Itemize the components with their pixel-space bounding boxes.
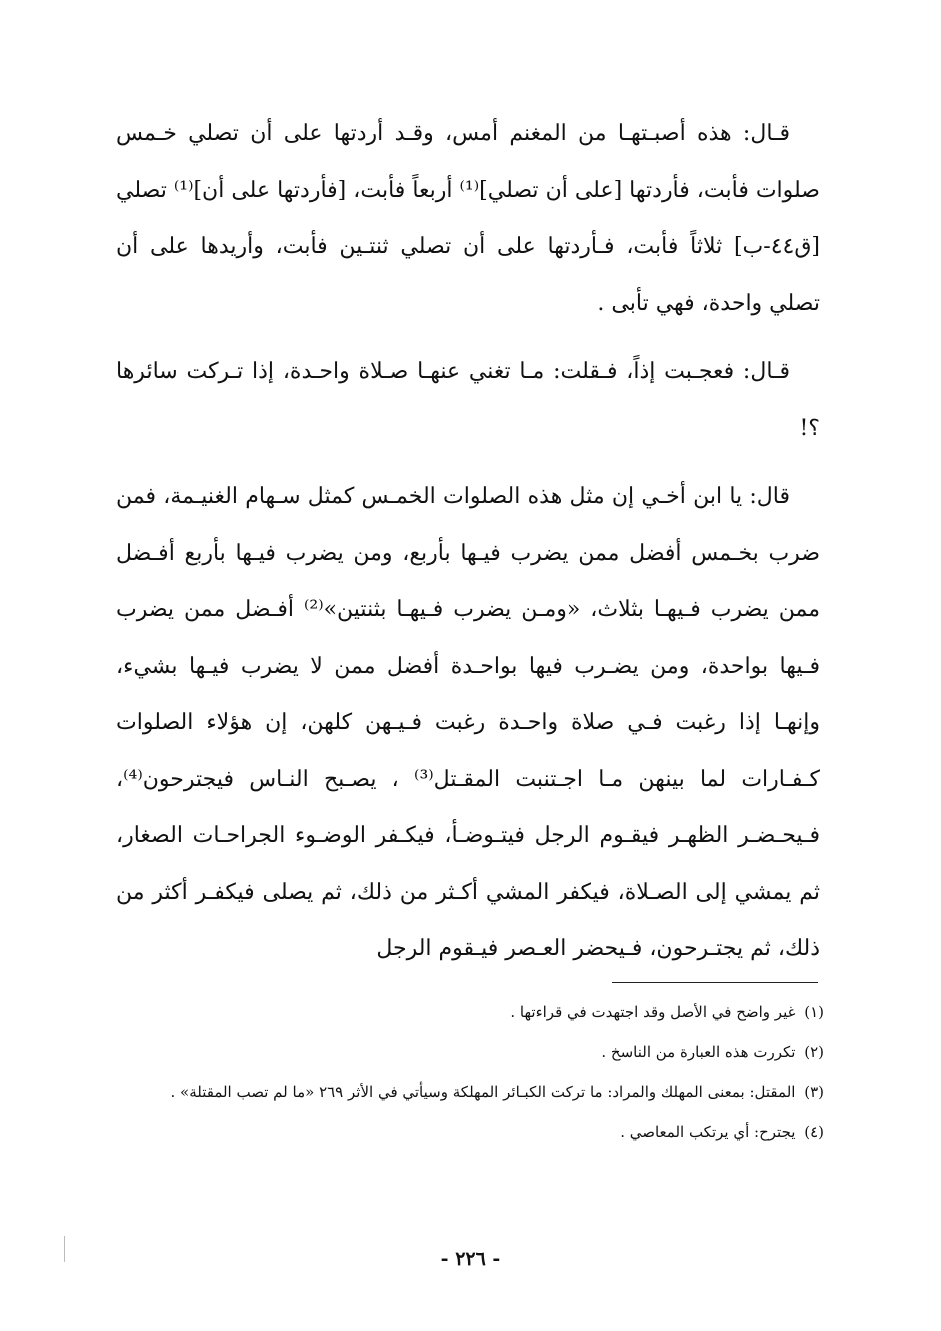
footnote-4 bbox=[112, 1118, 824, 1146]
footnote-number: (٣) bbox=[804, 1083, 824, 1101]
paragraph-1: قـال: هذه أصبـتهـا من المغنم أمس، وقـد أردتها على أن تصلي خـمس صلوات فأبت، فأردتها [على أن تصلي]⁽¹⁾ أربعاً فأبت، [فأردتها على أن]⁽¹⁾ تصلي [ق٤٤-ب] ثلاثاً فأبت، فـأردتها على أن تصلي ثنتـين فأبت، وأريدها على أن تصلي واحدة، فهي تأبى . bbox=[116, 121, 820, 316]
footnote-number: (٢) bbox=[804, 1043, 824, 1061]
paragraph-2: قـال: فعجـبت إذاً، فـقلت: مـا تغني عنهـا صـلاة واحـدة، إذا تـركت سائرها ؟! bbox=[116, 359, 820, 441]
footnote-text: تكررت هذه العبارة من الناسخ . bbox=[601, 1043, 796, 1061]
scan-edge-mark bbox=[64, 1236, 65, 1262]
footnote-number: (٤) bbox=[804, 1123, 824, 1141]
page-number: - ٢٢٦ - bbox=[440, 1248, 501, 1270]
footnote-text: يجترح: أي يرتكب المعاصي . bbox=[620, 1123, 796, 1141]
footnotes bbox=[112, 998, 824, 1158]
paragraph-3: قال: يا ابن أخـي إن مثل هذه الصلوات الخمـس كمثل سـهام الغنيـمة، فمن ضرب بخـمس أفضل ممن يضرب فيـها بأربع، ومن يضرب فيـها بأربع أفـضل ممن يضرب فـيهـا بثلاث، «ومـن يضرب فـيهـا بثنتين»⁽²⁾ أفـضل ممن يضرب فـيها بواحدة، ومن يضـرب فيها بواحـدة أفضل ممن لا يضرب فيـها بشيء، وإنهـا إذا رغبت فـي صلاة واحـدة رغبت فـيـهن كلهن، إن هؤلاء الصلوات كـفـارات لما بينهن مـا اجـتنبت المقـتل⁽³⁾ ، يصـبح النـاس فيجترحون⁽⁴⁾، فـيحـضـر الظهـر فيقـوم الرجل فيتـوضـأ، فيكـفر الوضـوء الجراحـات الصغار، ثم يمشي إلى الصـلاة، فيكفر المشي أكـثر من ذلك، ثم يصلى فيكفـر أكثر من ذلك، ثم يجتـرحون، فـيحضر العـصر فيـقوم الرجل bbox=[116, 484, 820, 961]
main-text bbox=[116, 106, 820, 990]
footnote-1 bbox=[112, 998, 824, 1026]
footnote-number: (١) bbox=[804, 1003, 824, 1021]
footnote-separator bbox=[612, 982, 818, 983]
footnote-text: المقتل: بمعنى المهلك والمراد: ما تركت الكبـائر المهلكة وسيأتي في الأثر ٢٦٩ «ما لم تصب المقتلة» . bbox=[170, 1083, 796, 1101]
footnote-2 bbox=[112, 1038, 824, 1066]
footnote-3 bbox=[112, 1078, 824, 1106]
footnote-text: غير واضح في الأصل وقد اجتهدت في قراءتها . bbox=[510, 1003, 796, 1021]
